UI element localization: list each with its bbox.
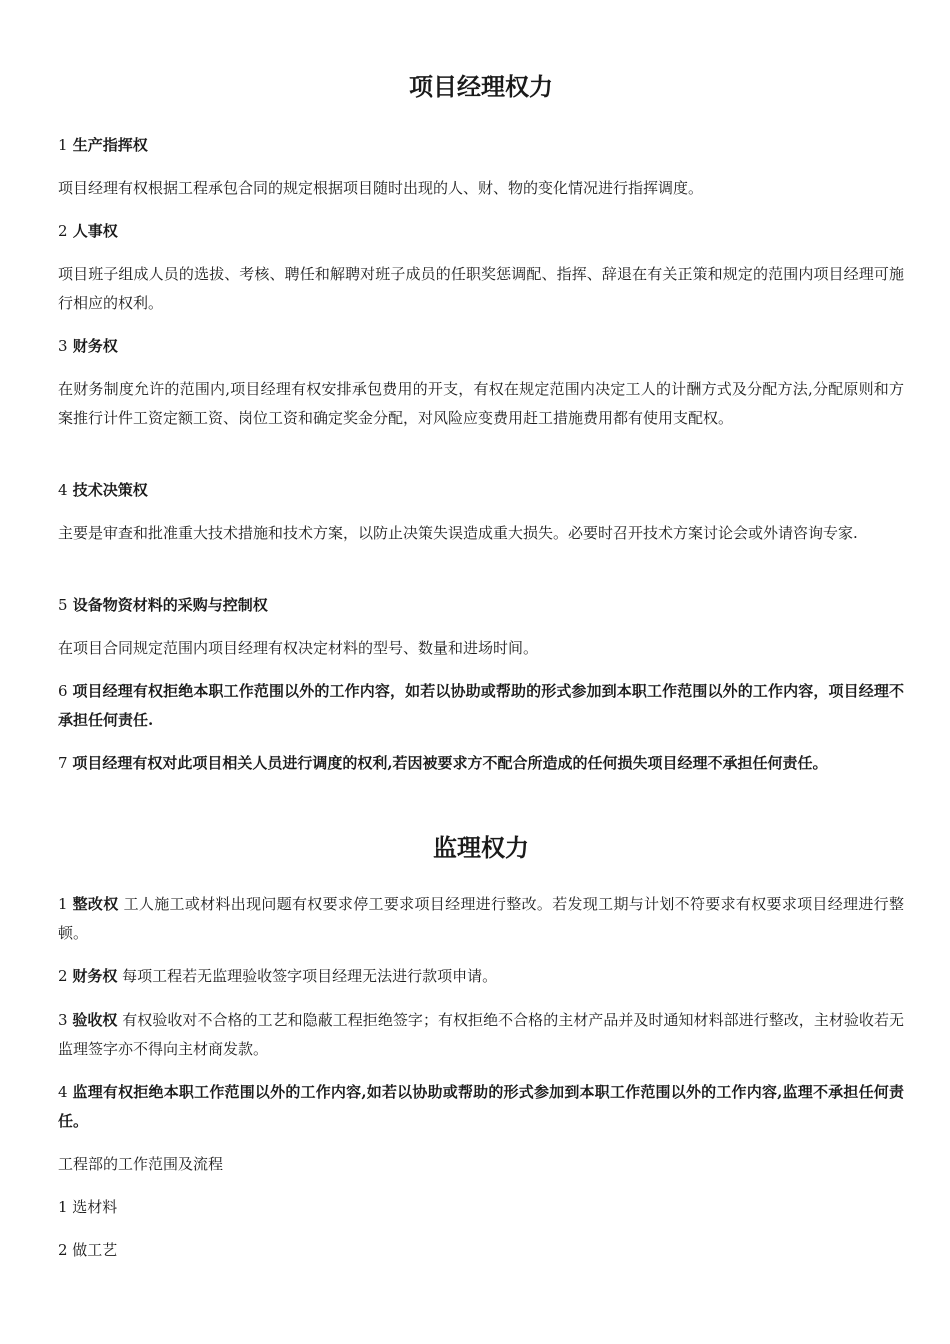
section1-title: 项目经理权力 bbox=[409, 72, 553, 101]
section1-heading-4: 4 技术决策权 bbox=[58, 481, 148, 499]
section1-body-4: 主要是审查和批准重大技术措施和技术方案，以防止决策失误造成重大损失。必要时召开技术方案讨论会或外请咨询专家. bbox=[58, 524, 858, 542]
section1-body-1: 项目经理有权根据工程承包合同的规定根据项目随时出现的人、财、物的变化情况进行指挥调度。 bbox=[58, 179, 704, 197]
section1-heading-5: 5 设备物资材料的采购与控制权 bbox=[58, 596, 268, 614]
section2-item-2: 2 财务权 每项工程若无监理验收签字项目经理无法进行款项申请。 bbox=[58, 967, 498, 985]
scope-item-2: 2 做工艺 bbox=[58, 1241, 118, 1259]
scope-title: 工程部的工作范围及流程 bbox=[58, 1155, 224, 1173]
scope-item-1: 1 选材料 bbox=[58, 1198, 118, 1216]
section1-heading-2: 2 人事权 bbox=[58, 222, 118, 240]
section1-body-3: 在财务制度允许的范围内,项目经理有权安排承包费用的开支，有权在规定范围内决定工人的计酬方式及分配方法,分配原则和方案推行计件工资定额工资、岗位工资和确定奖金分配，对风险应变费用赶工措施费用都有使用支配权。 bbox=[58, 380, 904, 427]
section1-heading-1: 1 生产指挥权 bbox=[58, 136, 148, 154]
section1-clause-6: 6 项目经理有权拒绝本职工作范围以外的工作内容，如若以协助或帮助的形式参加到本职工作范围以外的工作内容，项目经理不承担任何责任. bbox=[58, 682, 904, 729]
section2-item-3: 3 验收权 有权验收对不合格的工艺和隐蔽工程拒绝签字；有权拒绝不合格的主材产品并及时通知材料部进行整改，主材验收若无监理签字亦不得向主材商发款。 bbox=[58, 1011, 904, 1058]
section1-heading-3: 3 财务权 bbox=[58, 337, 118, 355]
section1-body-2: 项目班子组成人员的选拔、考核、聘任和解聘对班子成员的任职奖惩调配、指挥、辞退在有关正策和规定的范围内项目经理可施行相应的权利。 bbox=[58, 265, 904, 312]
section2-clause-4: 4 监理有权拒绝本职工作范围以外的工作内容,如若以协助或帮助的形式参加到本职工作范围以外的工作内容,监理不承担任何责任。 bbox=[58, 1083, 904, 1130]
section2-item-1: 1 整改权 工人施工或材料出现问题有权要求停工要求项目经理进行整改。若发现工期与计划不符要求有权要求项目经理进行整顿。 bbox=[58, 895, 904, 942]
section1-body-5: 在项目合同规定范围内项目经理有权决定材料的型号、数量和进场时间。 bbox=[58, 639, 539, 657]
section1-clause-7: 7 项目经理有权对此项目相关人员进行调度的权利,若因被要求方不配合所造成的任何损失项目经理不承担任何责任。 bbox=[58, 754, 828, 772]
section2-title: 监理权力 bbox=[433, 833, 529, 862]
